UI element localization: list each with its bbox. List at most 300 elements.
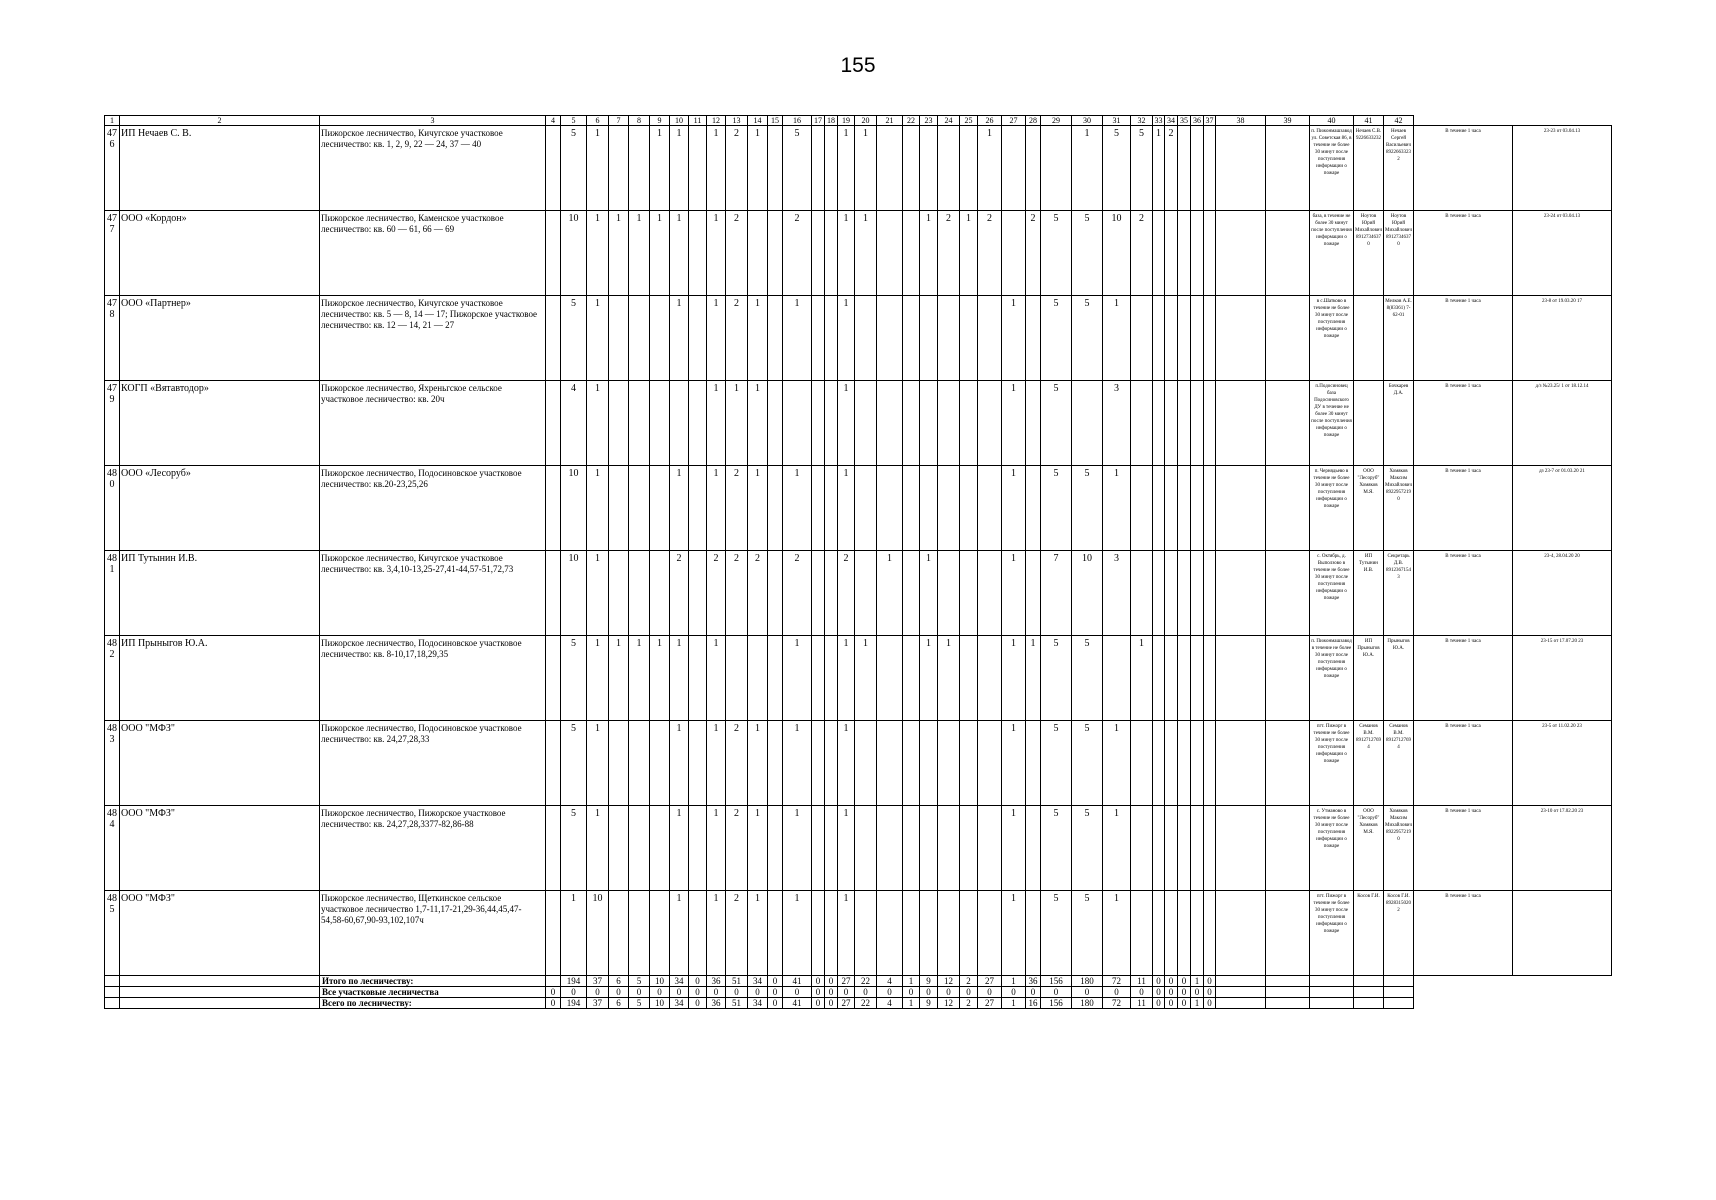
total-count-cell: 2 — [960, 976, 978, 987]
count-cell — [1165, 891, 1178, 976]
total-count-cell: 0 — [768, 998, 783, 1009]
count-cell: 1 — [838, 381, 855, 466]
empty-cell — [1354, 987, 1384, 998]
count-cell — [978, 296, 1002, 381]
count-cell — [1204, 891, 1216, 976]
count-cell: 10 — [1103, 211, 1131, 296]
count-cell — [877, 466, 903, 551]
count-cell — [960, 806, 978, 891]
organization-name: ИП Нечаев С. В. — [120, 126, 320, 211]
column-number-cell: 9 — [650, 116, 670, 126]
arrival-time: В течение 1 часа — [1414, 381, 1513, 466]
total-count-cell: 0 — [960, 987, 978, 998]
count-cell — [726, 636, 748, 721]
count-cell: 2 — [978, 211, 1002, 296]
count-cell: 1 — [587, 636, 609, 721]
column-number-cell: 7 — [609, 116, 629, 126]
count-cell — [1153, 721, 1165, 806]
count-cell: 1 — [609, 636, 629, 721]
count-cell: 1 — [838, 721, 855, 806]
column-number-cell: 28 — [1026, 116, 1041, 126]
page-number: 155 — [840, 54, 876, 77]
forestry-location: Пижорское лесничество, Подосиновское участковое лесничество: кв. 8-10,17,18,29,35 — [320, 636, 546, 721]
count-cell: 1 — [1002, 891, 1026, 976]
count-cell — [1131, 721, 1153, 806]
agreement-reference — [1513, 891, 1612, 976]
count-cell — [1178, 296, 1191, 381]
count-cell — [855, 296, 877, 381]
count-cell: 1 — [920, 211, 938, 296]
column-number-cell: 12 — [707, 116, 726, 126]
count-cell — [978, 806, 1002, 891]
total-count-cell: 0 — [1153, 987, 1165, 998]
count-cell: 2 — [726, 466, 748, 551]
column-number-cell: 1 — [105, 116, 120, 126]
count-cell: 2 — [1131, 211, 1153, 296]
count-cell — [783, 381, 812, 466]
count-cell — [670, 381, 689, 466]
total-count-cell: 0 — [855, 987, 877, 998]
count-cell: 1 — [707, 891, 726, 976]
total-count-cell: 0 — [609, 987, 629, 998]
total-count-cell: 0 — [1191, 987, 1204, 998]
count-cell — [609, 721, 629, 806]
total-count-cell: 0 — [920, 987, 938, 998]
column-number-cell: 30 — [1072, 116, 1103, 126]
count-cell — [960, 551, 978, 636]
count-cell: 5 — [1072, 891, 1103, 976]
organization-name: ООО "МФЗ" — [120, 806, 320, 891]
count-cell — [650, 296, 670, 381]
count-cell — [768, 296, 783, 381]
count-cell — [1266, 721, 1310, 806]
empty-cell — [1310, 976, 1354, 987]
empty-cell — [1266, 976, 1310, 987]
total-count-cell: 4 — [877, 976, 903, 987]
count-cell — [1266, 381, 1310, 466]
count-cell: 2 — [726, 891, 748, 976]
total-count-cell: 0 — [812, 976, 825, 987]
count-cell — [903, 806, 920, 891]
total-count-cell: 0 — [689, 976, 707, 987]
count-cell — [825, 636, 838, 721]
count-cell: 2 — [938, 211, 960, 296]
count-cell — [1026, 806, 1041, 891]
responsible-person — [1354, 381, 1384, 466]
table-row — [105, 891, 1612, 976]
total-count-cell: 22 — [855, 976, 877, 987]
count-cell — [689, 721, 707, 806]
count-cell — [903, 126, 920, 211]
total-count-cell: 1 — [903, 976, 920, 987]
count-cell — [938, 296, 960, 381]
count-cell — [1204, 381, 1216, 466]
total-count-cell: 41 — [783, 998, 812, 1009]
count-cell — [978, 466, 1002, 551]
count-cell: 1 — [670, 296, 689, 381]
count-cell — [1216, 296, 1266, 381]
count-cell — [855, 381, 877, 466]
column-number-cell: 8 — [629, 116, 650, 126]
deployment-info: пгт. Пижорг в течение не более 30 минут после поступления информации о пожаре — [1310, 891, 1354, 976]
count-cell: 5 — [561, 721, 587, 806]
column-number-cell: 34 — [1165, 116, 1178, 126]
count-cell — [1191, 126, 1204, 211]
count-cell: 2 — [726, 296, 748, 381]
column-number-cell: 17 — [812, 116, 825, 126]
count-cell — [609, 551, 629, 636]
total-count-cell: 0 — [1165, 976, 1178, 987]
count-cell: 1 — [587, 126, 609, 211]
total-count-cell: 37 — [587, 976, 609, 987]
total-count-cell: 0 — [768, 976, 783, 987]
count-cell: 10 — [561, 211, 587, 296]
count-cell — [1204, 296, 1216, 381]
count-cell — [903, 721, 920, 806]
count-cell: 1 — [748, 381, 768, 466]
count-cell: 1 — [1103, 466, 1131, 551]
count-cell — [877, 721, 903, 806]
total-count-cell: 34 — [748, 998, 768, 1009]
count-cell: 1 — [855, 636, 877, 721]
total-count-cell: 51 — [726, 976, 748, 987]
totals-label: Все участковые лесничества — [320, 987, 546, 998]
count-cell: 1 — [670, 126, 689, 211]
count-cell — [920, 381, 938, 466]
total-count-cell — [1216, 987, 1266, 998]
forestry-location: Пижорское лесничество, Кичугское участковое лесничество: кв. 1, 2, 9, 22 — 24, 37 — 40 — [320, 126, 546, 211]
count-cell — [650, 806, 670, 891]
row-number: 485 — [105, 891, 120, 976]
totals-row — [105, 998, 1612, 1009]
count-cell — [1153, 551, 1165, 636]
total-count-cell: 9 — [920, 998, 938, 1009]
count-cell — [689, 381, 707, 466]
contact-person: Хомяков Максим Михайлович 89229572190 — [1384, 806, 1414, 891]
total-count-cell: 0 — [726, 987, 748, 998]
count-cell — [1178, 806, 1191, 891]
count-cell: 1 — [707, 211, 726, 296]
organization-name: ООО «Партнер» — [120, 296, 320, 381]
count-cell: 1 — [587, 721, 609, 806]
count-cell: 5 — [1041, 466, 1072, 551]
count-cell: 1 — [1002, 806, 1026, 891]
column-number-cell: 32 — [1131, 116, 1153, 126]
count-cell: 1 — [670, 806, 689, 891]
total-count-cell: 156 — [1041, 976, 1072, 987]
count-cell — [1026, 466, 1041, 551]
count-cell — [1191, 721, 1204, 806]
count-cell — [825, 806, 838, 891]
contact-person: Хомяков Максим Михайлович 89229572190 — [1384, 466, 1414, 551]
count-cell: 1 — [838, 806, 855, 891]
responsible-person: Косов Г.И. — [1354, 891, 1384, 976]
count-cell — [1266, 126, 1310, 211]
count-cell — [1026, 126, 1041, 211]
deployment-info: п. Пижонмашзавод ул. Советская 86, в течение не более 30 минут после поступления информации о пожаре — [1310, 126, 1354, 211]
count-cell — [650, 551, 670, 636]
count-cell: 1 — [783, 466, 812, 551]
count-cell — [1165, 721, 1178, 806]
total-count-cell: 0 — [670, 987, 689, 998]
count-cell — [1216, 126, 1266, 211]
count-cell: 1 — [670, 211, 689, 296]
count-cell — [903, 891, 920, 976]
count-cell — [689, 551, 707, 636]
total-count-cell: 0 — [1165, 998, 1178, 1009]
count-cell: 1 — [1002, 636, 1026, 721]
count-cell: 5 — [1041, 381, 1072, 466]
count-cell — [960, 381, 978, 466]
total-count-cell: 51 — [726, 998, 748, 1009]
table-row — [105, 466, 1612, 551]
count-cell: 3 — [1103, 381, 1131, 466]
count-cell: 1 — [1002, 466, 1026, 551]
count-cell: 7 — [1041, 551, 1072, 636]
count-cell — [1178, 636, 1191, 721]
total-count-cell: 10 — [650, 976, 670, 987]
count-cell — [978, 891, 1002, 976]
count-cell — [1178, 551, 1191, 636]
count-cell: 1 — [707, 296, 726, 381]
count-cell: 1 — [920, 551, 938, 636]
total-count-cell: 0 — [783, 987, 812, 998]
count-cell — [689, 806, 707, 891]
total-count-cell: 4 — [877, 998, 903, 1009]
total-count-cell — [1216, 998, 1266, 1009]
arrival-time: В течение 1 часа — [1414, 806, 1513, 891]
count-cell: 1 — [783, 891, 812, 976]
contact-person: Семанов В.М. 89127127694 — [1384, 721, 1414, 806]
column-number-cell: 26 — [978, 116, 1002, 126]
count-cell — [1204, 466, 1216, 551]
count-cell: 5 — [1072, 466, 1103, 551]
count-cell — [938, 891, 960, 976]
total-count-cell: 27 — [978, 976, 1002, 987]
table-row — [105, 551, 1612, 636]
count-cell — [1178, 891, 1191, 976]
count-cell: 1 — [726, 381, 748, 466]
count-cell — [1266, 296, 1310, 381]
count-cell: 1 — [1103, 296, 1131, 381]
total-count-cell: 1 — [1191, 976, 1204, 987]
count-cell: 1 — [1103, 891, 1131, 976]
empty-cell — [120, 976, 320, 987]
count-cell — [903, 466, 920, 551]
total-count-cell: 0 — [748, 987, 768, 998]
total-count-cell: 1 — [903, 998, 920, 1009]
count-cell — [1178, 721, 1191, 806]
count-cell — [877, 806, 903, 891]
count-cell — [938, 126, 960, 211]
column-number-cell: 5 — [561, 116, 587, 126]
count-cell: 1 — [920, 636, 938, 721]
count-cell — [1131, 296, 1153, 381]
total-count-cell: 72 — [1103, 998, 1131, 1009]
total-count-cell: 27 — [838, 976, 855, 987]
forestry-location: Пижорское лесничество, Подосиновское участковое лесничество: кв.20-23,25,26 — [320, 466, 546, 551]
total-count-cell: 0 — [707, 987, 726, 998]
empty-cell — [105, 987, 120, 998]
count-cell — [768, 891, 783, 976]
table-row — [105, 296, 1612, 381]
count-cell — [812, 551, 825, 636]
count-cell: 3 — [1103, 551, 1131, 636]
count-cell — [689, 296, 707, 381]
count-cell — [1191, 296, 1204, 381]
total-count-cell: 41 — [783, 976, 812, 987]
column-number-cell: 13 — [726, 116, 748, 126]
count-cell — [1103, 636, 1131, 721]
column-number-cell: 40 — [1310, 116, 1354, 126]
count-cell: 1 — [587, 806, 609, 891]
count-cell: 10 — [561, 551, 587, 636]
count-cell: 1 — [587, 211, 609, 296]
column-number-cell: 22 — [903, 116, 920, 126]
count-cell — [938, 381, 960, 466]
arrival-time: В течение 1 часа — [1414, 296, 1513, 381]
count-cell — [1153, 381, 1165, 466]
count-cell — [748, 211, 768, 296]
count-cell: 2 — [838, 551, 855, 636]
forestry-location: Пижорское лесничество, Кичугское участковое лесничество: кв. 5 — 8, 14 — 17; Пижорское участковое лесничество: кв. 12 — 14, 21 — 27 — [320, 296, 546, 381]
empty-cell — [1384, 998, 1414, 1009]
count-cell — [546, 806, 561, 891]
total-count-cell: 0 — [689, 987, 707, 998]
count-cell: 5 — [1041, 211, 1072, 296]
total-count-cell: 0 — [1204, 998, 1216, 1009]
count-cell — [960, 891, 978, 976]
count-cell: 1 — [938, 636, 960, 721]
count-cell — [629, 296, 650, 381]
total-count-cell: 1 — [1002, 976, 1026, 987]
organization-name: КОГП «Вятавтодор» — [120, 381, 320, 466]
column-number-cell: 23 — [920, 116, 938, 126]
count-cell — [1191, 381, 1204, 466]
count-cell — [855, 721, 877, 806]
empty-cell — [1266, 998, 1310, 1009]
column-number-cell: 29 — [1041, 116, 1072, 126]
count-cell — [768, 551, 783, 636]
count-cell: 5 — [561, 126, 587, 211]
count-cell — [855, 466, 877, 551]
contact-person: Секретарь Д.В. 89123671543 — [1384, 551, 1414, 636]
column-number-cell: 42 — [1384, 116, 1414, 126]
table-body — [105, 116, 1612, 1009]
empty-cell — [120, 998, 320, 1009]
count-cell: 5 — [1041, 721, 1072, 806]
count-cell — [1266, 891, 1310, 976]
count-cell: 1 — [650, 126, 670, 211]
row-number: 480 — [105, 466, 120, 551]
column-number-cell: 38 — [1216, 116, 1266, 126]
count-cell: 1 — [783, 636, 812, 721]
responsible-person: ООО "Лесоруб" Хомяков М.Я. — [1354, 806, 1384, 891]
count-cell: 1 — [650, 636, 670, 721]
count-cell — [650, 466, 670, 551]
count-cell: 1 — [748, 891, 768, 976]
count-cell — [546, 721, 561, 806]
agreement-reference: 23-15 от 17.07.20 23 — [1513, 636, 1612, 721]
count-cell: 1 — [587, 551, 609, 636]
count-cell — [812, 806, 825, 891]
total-count-cell: 0 — [1178, 998, 1191, 1009]
count-cell — [768, 126, 783, 211]
count-cell — [546, 466, 561, 551]
count-cell: 5 — [1103, 126, 1131, 211]
total-count-cell: 11 — [1131, 976, 1153, 987]
count-cell — [920, 721, 938, 806]
count-cell: 1 — [707, 381, 726, 466]
count-cell — [546, 636, 561, 721]
count-cell — [768, 806, 783, 891]
deployment-info: база, в течение не более 30 минут после поступления информации о пожаре — [1310, 211, 1354, 296]
count-cell: 2 — [726, 551, 748, 636]
count-cell — [768, 466, 783, 551]
total-count-cell: 0 — [1178, 987, 1191, 998]
totals-row — [105, 976, 1612, 987]
column-number-cell: 16 — [783, 116, 812, 126]
count-cell: 5 — [1041, 806, 1072, 891]
column-number-cell: 20 — [855, 116, 877, 126]
column-number-cell: 21 — [877, 116, 903, 126]
total-count-cell: 27 — [978, 998, 1002, 1009]
total-count-cell: 12 — [938, 998, 960, 1009]
count-cell — [825, 296, 838, 381]
count-cell — [1026, 721, 1041, 806]
total-count-cell: 0 — [629, 987, 650, 998]
count-cell: 1 — [748, 296, 768, 381]
count-cell — [768, 721, 783, 806]
row-number: 476 — [105, 126, 120, 211]
count-cell — [689, 126, 707, 211]
count-cell — [1216, 466, 1266, 551]
count-cell — [1216, 891, 1266, 976]
total-count-cell: 0 — [812, 998, 825, 1009]
count-cell — [1191, 551, 1204, 636]
totals-label: Итого по лесничеству: — [320, 976, 546, 987]
count-cell — [1026, 551, 1041, 636]
total-count-cell: 0 — [1041, 987, 1072, 998]
count-cell — [812, 381, 825, 466]
empty-cell — [1384, 976, 1414, 987]
count-cell — [1165, 806, 1178, 891]
count-cell: 2 — [670, 551, 689, 636]
count-cell — [920, 296, 938, 381]
count-cell — [609, 806, 629, 891]
count-cell — [978, 381, 1002, 466]
count-cell: 10 — [561, 466, 587, 551]
count-cell — [877, 126, 903, 211]
count-cell: 1 — [748, 466, 768, 551]
count-cell — [855, 551, 877, 636]
count-cell — [1131, 891, 1153, 976]
count-cell — [1178, 381, 1191, 466]
total-count-cell: 0 — [825, 998, 838, 1009]
column-number-cell: 14 — [748, 116, 768, 126]
count-cell — [1153, 891, 1165, 976]
count-cell: 1 — [629, 211, 650, 296]
count-cell — [825, 891, 838, 976]
count-cell: 1 — [587, 296, 609, 381]
count-cell: 1 — [748, 806, 768, 891]
contact-person: Мелков А.Е. 8(83361) 7-62-01 — [1384, 296, 1414, 381]
count-cell — [1216, 721, 1266, 806]
total-count-cell: 27 — [838, 998, 855, 1009]
arrival-time: В течение 1 часа — [1414, 636, 1513, 721]
empty-cell — [105, 976, 120, 987]
count-cell — [689, 211, 707, 296]
